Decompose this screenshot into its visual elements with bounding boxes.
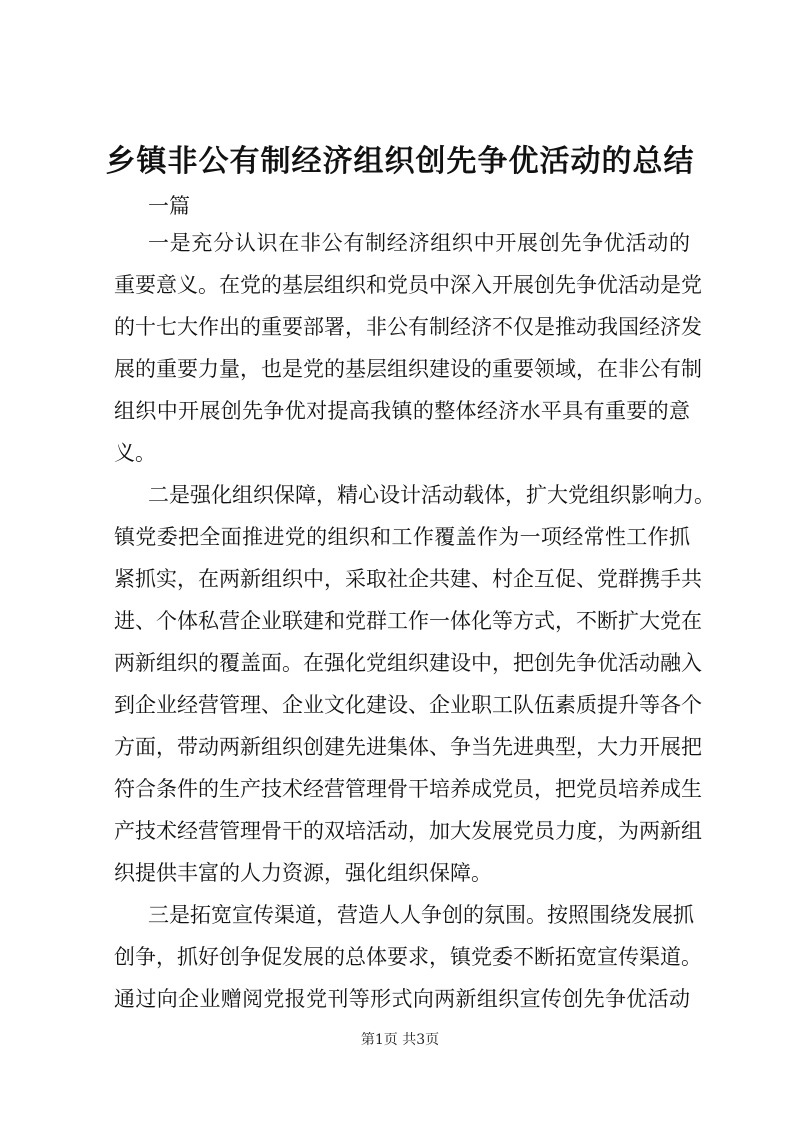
text-line: 产技术经营管理骨干的双培活动，加大发展党员力度，为两新组 xyxy=(114,819,702,843)
text-line: 二是强化组织保障，精心设计活动载体，扩大党组织影响力。 xyxy=(148,483,715,507)
text-line: 通过向企业赠阅党报党刊等形式向两新组织宣传创先争优活动 xyxy=(114,987,690,1011)
text-line: 两新组织的覆盖面。在强化党组织建设中，把创先争优活动融入 xyxy=(114,651,702,675)
text-line: 三是拓宽宣传渠道，营造人人争创的氛围。按照围绕发展抓 xyxy=(148,903,694,927)
text-line: 组织中开展创先争优对提高我镇的整体经济水平具有重要的意 xyxy=(114,399,690,423)
text-line: 义。 xyxy=(114,441,156,465)
text-line: 的十七大作出的重要部署，非公有制经济不仅是推动我国经济发 xyxy=(114,315,702,339)
document-title: 乡镇非公有制经济组织创先争优活动的总结 xyxy=(105,144,695,179)
section-label: 一篇 xyxy=(148,194,190,218)
text-line: 织提供丰富的人力资源，强化组织保障。 xyxy=(114,861,492,885)
text-line: 进、个体私营企业联建和党群工作一体化等方式，不断扩大党在 xyxy=(114,609,702,633)
text-line: 到企业经营管理、企业文化建设、企业职工队伍素质提升等各个 xyxy=(114,693,702,717)
page-footer: 第1页 共3页 xyxy=(360,1032,440,1048)
text-line: 方面，带动两新组织创建先进集体、争当先进典型，大力开展把 xyxy=(114,735,702,759)
text-line: 镇党委把全面推进党的组织和工作覆盖作为一项经常性工作抓 xyxy=(114,525,690,549)
text-line: 重要意义。在党的基层组织和党员中深入开展创先争优活动是党 xyxy=(114,273,702,297)
text-line: 紧抓实，在两新组织中，采取社企共建、村企互促、党群携手共 xyxy=(114,567,702,591)
text-line: 一是充分认识在非公有制经济组织中开展创先争优活动的 xyxy=(148,231,690,255)
text-line: 创争，抓好创争促发展的总体要求，镇党委不断拓宽宣传渠道。 xyxy=(114,945,702,969)
text-line: 展的重要力量，也是党的基层组织建设的重要领域，在非公有制 xyxy=(114,357,702,381)
text-line: 符合条件的生产技术经营管理骨干培养成党员，把党员培养成生 xyxy=(114,777,702,801)
